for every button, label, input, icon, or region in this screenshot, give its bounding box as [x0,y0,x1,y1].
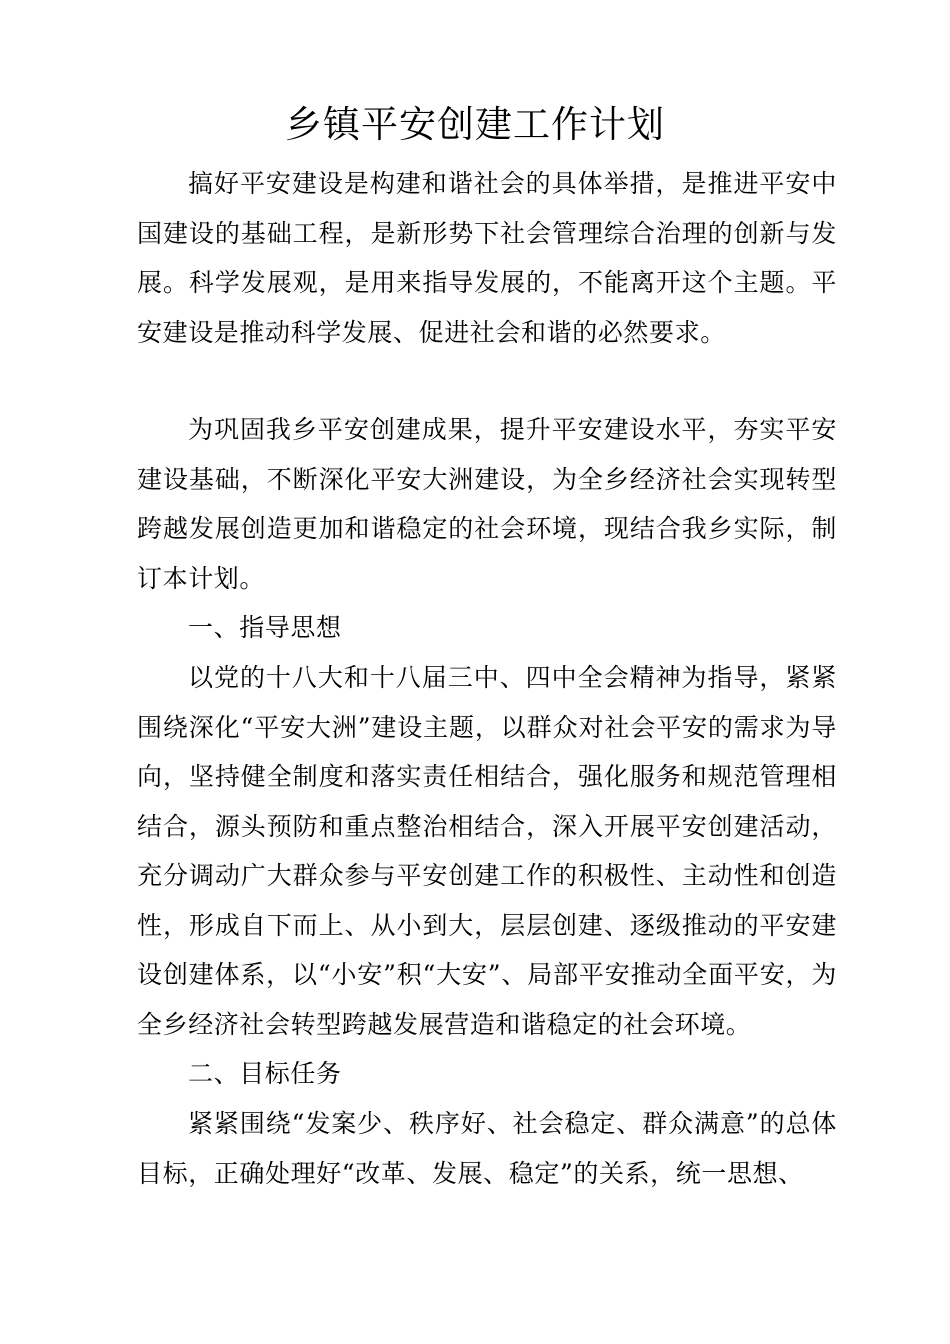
paragraph-goals: 紧紧围绕“发案少、秩序好、社会稳定、群众满意”的总体目标，正确处理好“改革、发展、稳定”的关系，统一思想、 [137,1109,837,1188]
paragraph-purpose: 为巩固我乡平安创建成果，提升平安建设水平，夯实平安建设基础，不断深化平安大洲建设，为全乡经济社会实现转型跨越发展创造更加和谐稳定的社会环境，现结合我乡实际，制订本计划。 [137,415,837,593]
paragraph-guiding-ideology: 以党的十八大和十八届三中、四中全会精神为指导，紧紧围绕深化“平安大洲”建设主题，以群众对社会平安的需求为导向，坚持健全制度和落实责任相结合，强化服务和规范管理相结合，源头预防和重点整治相结合，深入开展平安创建活动，充分调动广大群众参与平安创建工作的积极性、主动性和创造性，形成自下而上、从小到大，层层创建、逐级推动的平安建设创建体系，以“小安”积“大安”、局部平安推动全面平安，为全乡经济社会转型跨越发展营造和谐稳定的社会环境。 [137,663,837,1039]
document-title: 乡镇平安创建工作计划 [285,103,665,146]
section-heading-guiding-ideology: 一、指导思想 [188,613,342,642]
section-heading-goals: 二、目标任务 [188,1059,342,1088]
paragraph-intro: 搞好平安建设是构建和谐社会的具体举措，是推进平安中国建设的基础工程，是新形势下社会管理综合治理的创新与发展。科学发展观，是用来指导发展的，不能离开这个主题。平安建设是推动科学发展、促进社会和谐的必然要求。 [137,169,837,347]
